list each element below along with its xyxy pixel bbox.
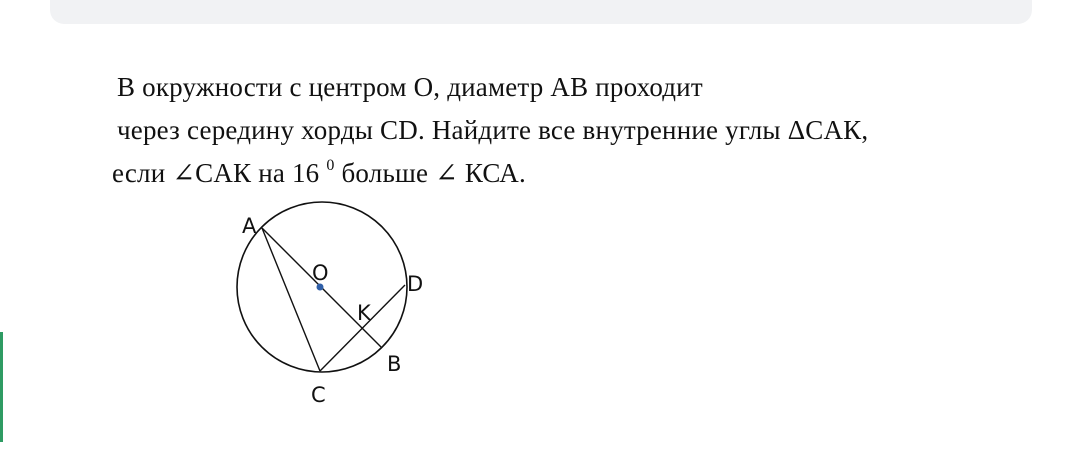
label-o: O bbox=[312, 261, 329, 285]
label-b: B bbox=[387, 352, 402, 376]
label-k: K bbox=[357, 301, 371, 325]
problem-line-2: через середину хорды CD. Найдите все внутренние углы ΔCАК, bbox=[117, 115, 869, 145]
label-d: D bbox=[407, 272, 424, 296]
problem-line-3-start: если ∠CАК на 16 bbox=[112, 158, 327, 188]
problem-line-3-end: больше ∠ КСА. bbox=[334, 158, 526, 188]
label-c: C bbox=[311, 383, 326, 407]
geometry-figure bbox=[230, 200, 450, 410]
problem-line-1: В окружности с центром О, диаметр АВ проходит bbox=[117, 72, 703, 102]
left-accent-bar bbox=[0, 332, 3, 442]
chord-ac bbox=[262, 228, 320, 371]
degree-superscript: 0 bbox=[326, 157, 335, 174]
problem-line-3 bbox=[112, 158, 526, 189]
top-card bbox=[50, 0, 1032, 24]
label-a: A bbox=[242, 214, 257, 238]
